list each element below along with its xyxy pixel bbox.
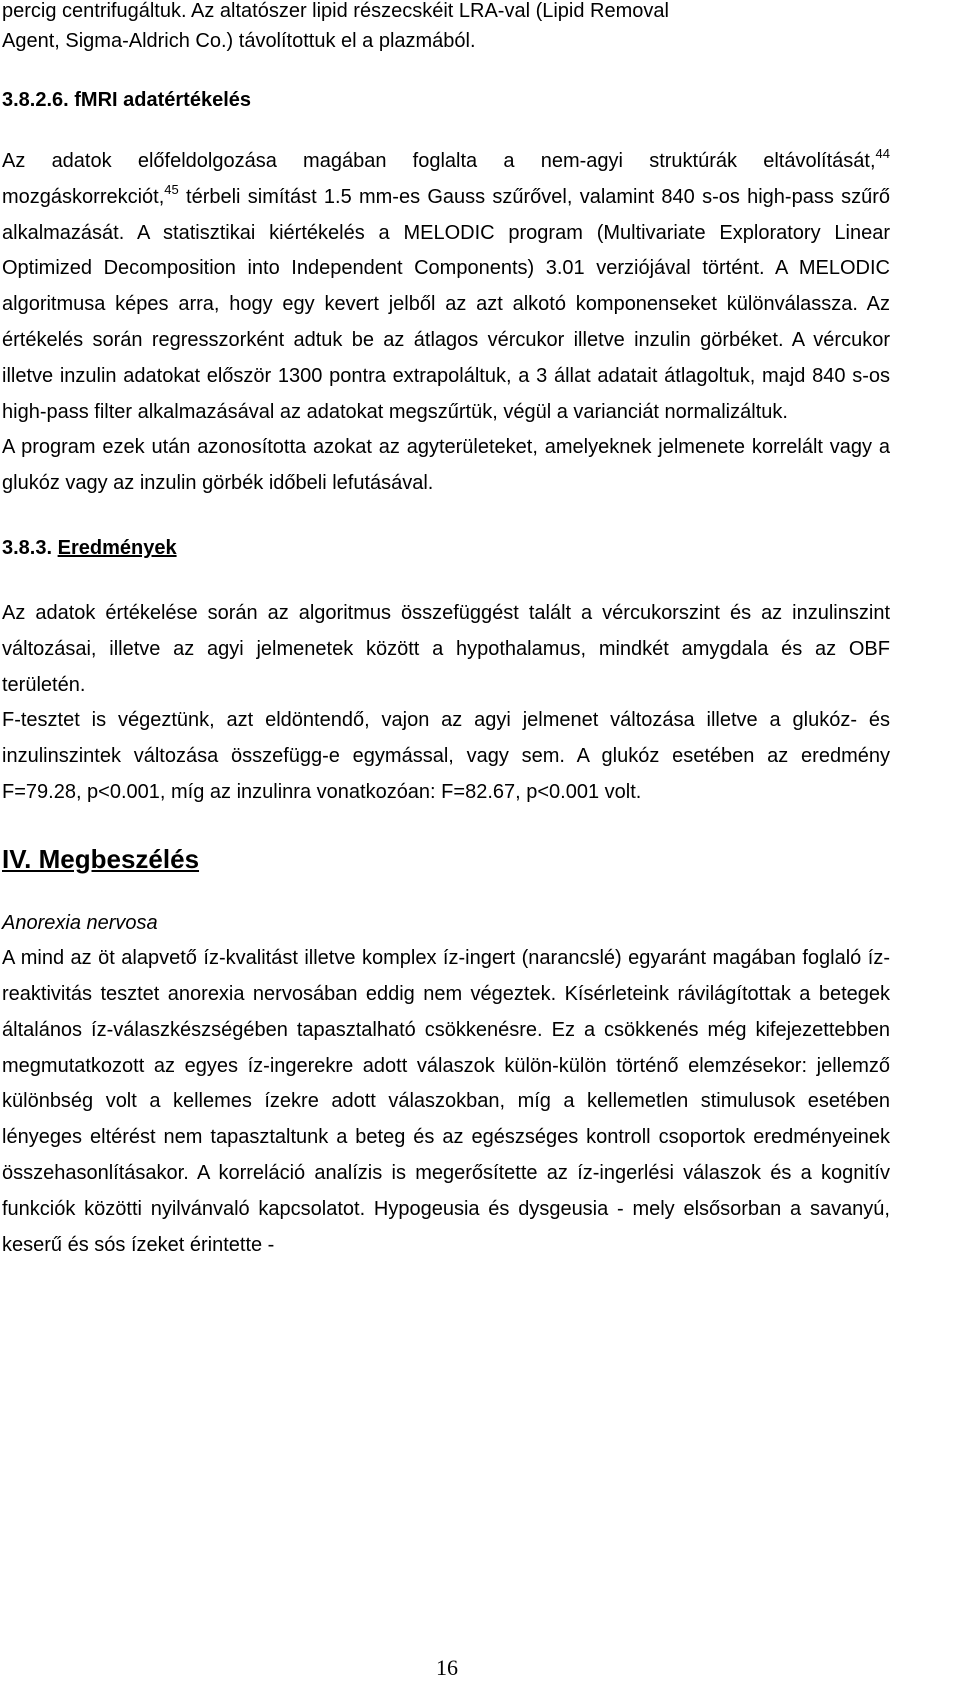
paragraph-results-2	[2, 703, 890, 810]
intro-line-2	[2, 26, 890, 56]
heading-3-8-2-6-text: 3.8.2.6. fMRI adatértékelés	[2, 89, 252, 111]
heading-IV	[2, 841, 890, 877]
reference-45: 45	[164, 181, 179, 197]
paragraph-results-1-text: Az adatok értékelése során az algoritmus összefüggést talált a vércukorszint és az inzulinszint változásai, illetve az agyi jelmenetek között a hypothalamus, mindkét amygdala és az OBF területén.	[2, 601, 890, 696]
paragraph-results-1	[2, 596, 890, 703]
heading-3-8-3	[2, 530, 890, 566]
paragraph-fmri-1	[2, 144, 890, 430]
paragraph-fmri-1-c: térbeli simítást 1.5 mm-es Gauss szűrővel, valamint 840 s-os high-pass szűrő alkalmazását. A statisztikai kiértékelés a MELODIC program (Multivariate Exploratory Linear Optimized Decomposition into Independent Components) 3.01 verziójával történt. A MELODIC algoritmusa képes arra, hogy egy kevert jelből az azt alkotó komponenseket különválassza. Az értékelés során regresszorként adtuk be az átlagos vércukor illetve inzulin görbéket. A vércukor illetve inzulin adatokat először 1300 pontra extrapoláltuk, a 3 állat adatait átlagoltuk, majd 840 s-os high-pass filter alkalmazásával az adatokat megszűrtük, végül a varianciát normalizáltuk.	[2, 185, 890, 423]
paragraph-discussion-1	[2, 941, 890, 1263]
paragraph-discussion-1-text: A mind az öt alapvető íz-kvalitást illetve komplex íz-ingert (narancslé) egyaránt magában foglaló íz-reaktivitás tesztet anorexia nervosában eddig nem végeztek. Kísérleteink rávilágítottak a betegek általános íz-válaszkészségében tapasztalható csökkenésre. Ez a csökkenés még kifejezettebben megmutatkozott az egyes íz-ingerekre adott válaszok külön-külön történő elemzésekor: jellemző különbség volt a kellemes ízekre adott válaszokban, míg a kellemetlen stimulusok esetében lényeges eltérést nem tapasztaltunk a beteg és az egészséges kontroll csoportok eredményeinek összehasonlításakor. A korreláció analízis is megerősítette az íz-ingerlési válaszok és a kognitív funkciók közötti nyilvánvaló kapcsolatot. Hypogeusia és dysgeusia - mely elsősorban a savanyú, keserű és sós ízeket érintette -	[2, 947, 890, 1256]
heading-IV-text: IV. Megbeszélés	[2, 843, 200, 874]
paragraph-fmri-2-text: A program ezek után azonosította azokat az agyterületeket, amelyeknek jelmenete korrelált vagy a glukóz vagy az inzulin görbék időbeli lefutásával.	[2, 436, 890, 495]
paragraph-results-2-text: F-tesztet is végeztünk, azt eldöntendő, vajon az agyi jelmenet változása illetve a glukóz- és inzulinszintek változása összefügg-e egymással, vagy sem. A glukóz esetében az eredmény F=79.28, p<0.001, míg az inzulinra vonatkozóan: F=82.67, p<0.001 volt.	[2, 709, 890, 803]
page-number-text: 16	[436, 1655, 458, 1680]
paragraph-fmri-1-b: mozgáskorrekciót,	[2, 185, 165, 208]
heading-3-8-3-number: 3.8.3.	[2, 536, 53, 559]
reference-44: 44	[875, 146, 890, 161]
paragraph-fmri-2	[2, 430, 890, 502]
intro-text-2: Agent, Sigma-Aldrich Co.) távolítottuk el a plazmából.	[2, 30, 476, 52]
intro-line-1	[2, 0, 890, 26]
subheading-anorexia	[2, 905, 890, 941]
page-number	[0, 1655, 894, 1681]
paragraph-fmri-1-a: Az adatok előfeldolgozása magában foglalta a nem-agyi struktúrák eltávolítását,	[2, 150, 876, 172]
intro-text-1: percig centrifugáltuk. Az altatószer lipid részecskéit LRA-val (Lipid Removal	[2, 0, 669, 22]
heading-3-8-3-title: Eredmények	[57, 536, 177, 559]
heading-3-8-2-6	[2, 82, 890, 118]
subheading-anorexia-text: Anorexia nervosa	[2, 911, 158, 934]
